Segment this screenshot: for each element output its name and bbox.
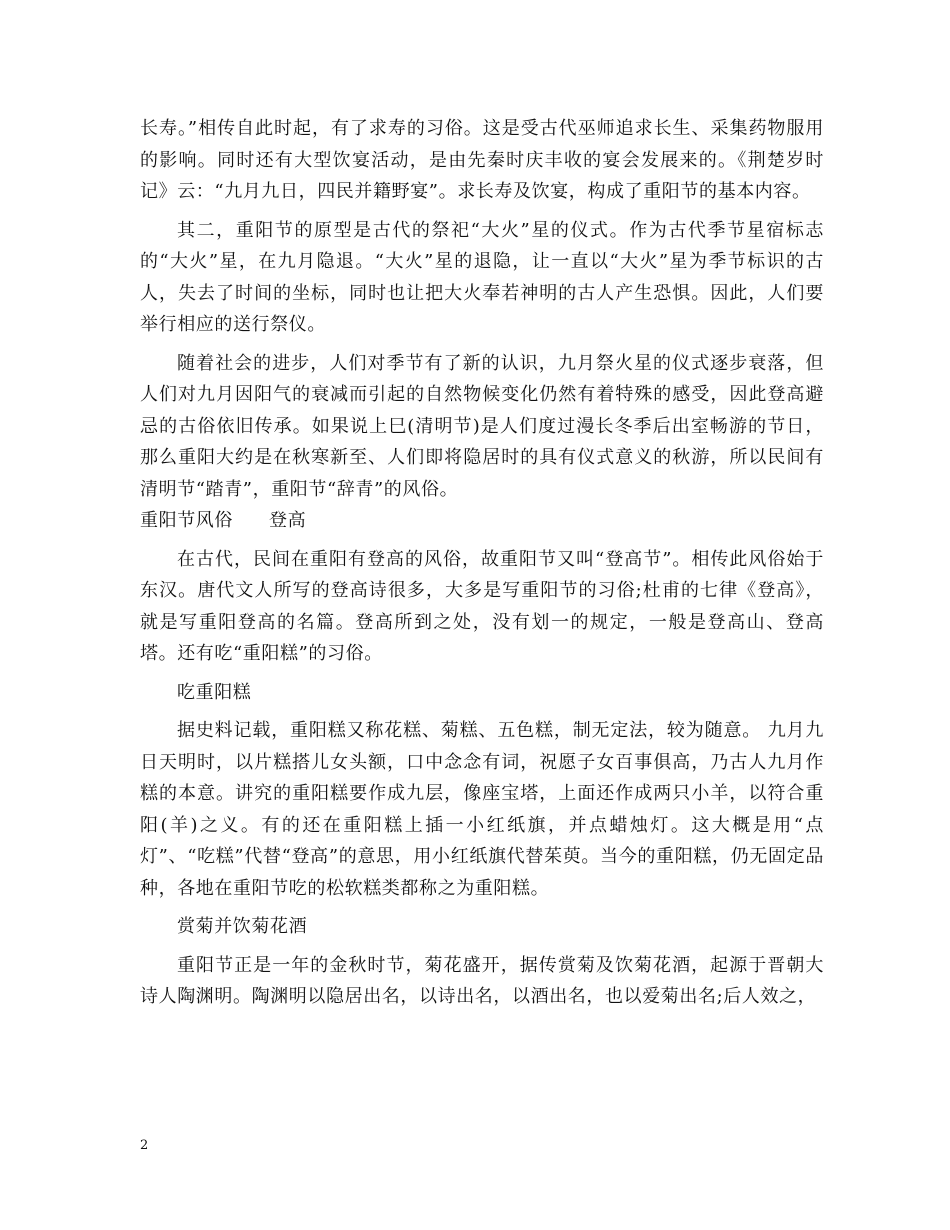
paragraph-chongyang-cake: 据史料记载，重阳糕又称花糕、菊糕、五色糕，制无定法，较为随意。 九月九日天明时，以片糕搭儿女头额，口中念念有词，祝愿子女百事俱高，乃古人九月作糕的本意。讲究的重阳糕要作成九层，像座宝塔，上面还作成两只小羊，以符合重阳(羊)之义。有的还在重阳糕上插一小红纸旗，并点蜡烛灯。这大概是用“点灯”、“吃糕”代替“登高”的意思，用小红纸旗代替茱萸。当今的重阳糕，仍无固定品种，各地在重阳节吃的松软糕类都称之为重阳糕。 xyxy=(140,720,824,899)
subheading-denggao: 登高 xyxy=(269,510,307,531)
document-body xyxy=(140,113,824,1013)
subheading-chongyang-cake: 吃重阳糕 xyxy=(177,681,252,703)
subheading-chrysanthemum: 赏菊并饮菊花酒 xyxy=(177,916,308,937)
paragraph-longevity: 长寿。”相传自此时起，有了求寿的习俗。这是受古代巫师追求长生、采集药物服用的影响。同时还有大型饮宴活动，是由先秦时庆丰收的宴会发展来的。《荆楚岁时记》云：“九月九日，四民并籍野宴”。求长寿及饮宴，构成了重阳节的基本内容。 xyxy=(140,118,824,202)
section-heading: 重阳节风俗 xyxy=(140,510,233,531)
paragraph-chrysanthemum: 重阳节正是一年的金秋时节，菊花盛开，据传赏菊及饮菊花酒，起源于晋朝大诗人陶渊明。陶渊明以隐居出名，以诗出名，以酒出名，也以爱菊出名;后人效之， xyxy=(140,954,824,1007)
paragraph-autumn-outing: 随着社会的进步，人们对季节有了新的认识，九月祭火星的仪式逐步衰落，但人们对九月因阳气的衰减而引起的自然物候变化仍然有着特殊的感受，因此登高避忌的古俗依旧传承。如果说上巳(清明节)是人们度过漫长冬季后出室畅游的节日，那么重阳大约是在秋寒新至、人们即将隐居时的具有仪式意义的秋游，所以民间有清明节“踏青”，重阳节“辞青”的风俗。 xyxy=(140,352,824,500)
section-heading-line xyxy=(140,505,824,537)
paragraph-dahuo-star: 其二，重阳节的原型是古代的祭祀“大火”星的仪式。作为古代季节星宿标志的“大火”星，在九月隐退。“大火”星的退隐，让一直以“大火”星为季节标识的古人，失去了时间的坐标，同时也让把大火奉若神明的古人产生恐惧。因此，人们要举行相应的送行祭仪。 xyxy=(140,219,824,335)
page-number: 2 xyxy=(140,1138,149,1153)
paragraph-denggao: 在古代，民间在重阳有登高的风俗，故重阳节又叫“登高节”。相传此风俗始于东汉。唐代文人所写的登高诗很多，大多是写重阳节的习俗;杜甫的七律《登高》，就是写重阳登高的名篇。登高所到之处，没有划一的规定，一般是登高山、登高塔。还有吃“重阳糕”的习俗。 xyxy=(140,548,824,664)
